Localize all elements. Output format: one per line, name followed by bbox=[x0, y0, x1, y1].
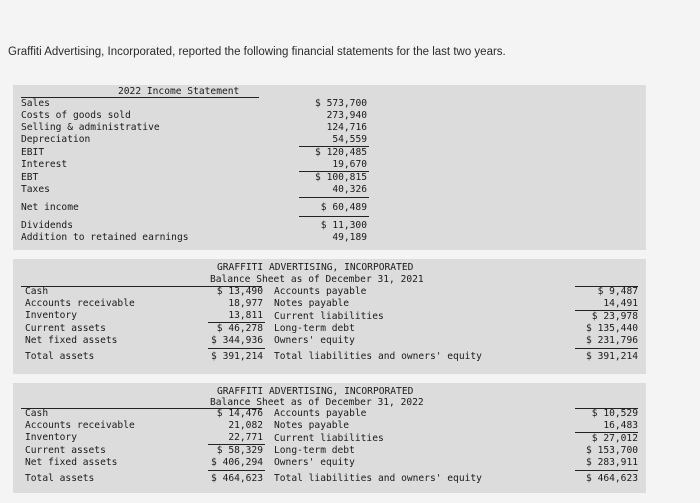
asset-value: $ 344,936 bbox=[211, 335, 263, 346]
balance-sheet-company: GRAFFITI ADVERTISING, INCORPORATED bbox=[217, 386, 414, 397]
liability-label: Notes payable bbox=[274, 420, 350, 431]
liability-value: 14,491 bbox=[603, 298, 638, 309]
liability-label: Accounts payable bbox=[274, 286, 367, 297]
liability-label: Total liabilities and owners' equity bbox=[274, 473, 482, 484]
asset-value: $ 46,278 bbox=[216, 323, 263, 334]
subtotal-rule bbox=[575, 348, 638, 349]
asset-value: 18,977 bbox=[228, 298, 263, 309]
asset-label: Net fixed assets bbox=[25, 335, 118, 346]
asset-value: 22,771 bbox=[228, 432, 263, 443]
liability-value: $ 153,700 bbox=[586, 445, 638, 456]
income-row-label: Net income bbox=[21, 202, 79, 213]
asset-label: Accounts receivable bbox=[25, 420, 135, 431]
balance-sheet-subtitle: Balance Sheet as of December 31, 2021 bbox=[210, 274, 424, 285]
subtotal-rule bbox=[208, 470, 265, 471]
liability-value: $ 283,911 bbox=[586, 457, 638, 468]
balance-sheet-company: GRAFFITI ADVERTISING, INCORPORATED bbox=[217, 262, 414, 273]
asset-value: 13,811 bbox=[228, 310, 263, 321]
asset-value: $ 13,490 bbox=[216, 286, 263, 297]
asset-value: 21,082 bbox=[228, 420, 263, 431]
subtotal-rule bbox=[575, 470, 638, 471]
liability-label: Total liabilities and owners' equity bbox=[274, 351, 482, 362]
liability-label: Owners' equity bbox=[274, 457, 355, 468]
liability-label: Owners' equity bbox=[274, 335, 355, 346]
liability-value: 16,483 bbox=[603, 420, 638, 431]
liability-value: $ 27,012 bbox=[591, 433, 638, 444]
balance-sheet-2022-panel bbox=[13, 383, 646, 493]
liability-value: $ 231,796 bbox=[586, 335, 638, 346]
income-statement-title: 2022 Income Statement bbox=[118, 86, 240, 97]
liability-value: $ 9,487 bbox=[597, 286, 638, 297]
balance-sheet-2021-panel bbox=[13, 259, 646, 374]
liability-value: $ 464,623 bbox=[586, 473, 638, 484]
liability-label: Long-term debt bbox=[274, 445, 355, 456]
asset-label: Cash bbox=[25, 286, 49, 297]
liability-label: Long-term debt bbox=[274, 323, 355, 334]
liability-value: $ 10,529 bbox=[591, 408, 638, 419]
liability-label: Current liabilities bbox=[274, 311, 384, 322]
liability-label: Current liabilities bbox=[274, 433, 384, 444]
income-row-label: Depreciation bbox=[21, 134, 91, 145]
liability-value: $ 135,440 bbox=[586, 323, 638, 334]
balance-sheet-subtitle: Balance Sheet as of December 31, 2022 bbox=[210, 397, 424, 408]
asset-label: Accounts receivable bbox=[25, 298, 135, 309]
subtotal-rule bbox=[299, 197, 369, 198]
asset-value: $ 406,294 bbox=[211, 457, 263, 468]
liability-value: $ 391,214 bbox=[586, 351, 638, 362]
income-row-label: Taxes bbox=[21, 184, 50, 195]
income-row-value: 273,940 bbox=[326, 110, 367, 121]
asset-label: Current assets bbox=[25, 445, 106, 456]
problem-intro: Graffiti Advertising, Incorporated, reported the following financial statements for the last two years. bbox=[8, 46, 506, 58]
asset-value: $ 58,329 bbox=[216, 445, 263, 456]
income-row-label: Dividends bbox=[21, 220, 73, 231]
income-row-value: 49,189 bbox=[332, 232, 367, 243]
asset-label: Cash bbox=[25, 408, 49, 419]
liability-label: Accounts payable bbox=[274, 408, 367, 419]
income-row-label: Costs of goods sold bbox=[21, 110, 131, 121]
asset-label: Total assets bbox=[25, 351, 95, 362]
liability-value: $ 23,978 bbox=[591, 311, 638, 322]
income-row-value: $ 100,815 bbox=[315, 172, 367, 183]
asset-value: $ 14,476 bbox=[216, 408, 263, 419]
subtotal-rule bbox=[208, 348, 265, 349]
income-row-label: Sales bbox=[21, 98, 50, 109]
asset-label: Total assets bbox=[25, 473, 95, 484]
income-row-label: Selling & administrative bbox=[21, 122, 160, 133]
asset-label: Inventory bbox=[25, 310, 77, 321]
income-row-label: EBT bbox=[21, 172, 39, 183]
income-title-rule bbox=[21, 97, 259, 98]
asset-label: Current assets bbox=[25, 323, 106, 334]
asset-value: $ 464,623 bbox=[211, 473, 263, 484]
subtotal-rule bbox=[299, 216, 369, 217]
income-row-value: 124,716 bbox=[326, 122, 367, 133]
income-row-label: EBIT bbox=[21, 147, 45, 158]
income-row-value: $ 11,300 bbox=[320, 220, 367, 231]
asset-value: $ 391,214 bbox=[211, 351, 263, 362]
income-row-label: Interest bbox=[21, 159, 68, 170]
income-statement-panel bbox=[13, 85, 646, 250]
asset-label: Net fixed assets bbox=[25, 457, 118, 468]
income-row-value: 54,559 bbox=[332, 134, 367, 145]
income-row-label: Addition to retained earnings bbox=[21, 232, 189, 243]
income-row-value: $ 120,485 bbox=[315, 147, 367, 158]
income-row-value: $ 573,700 bbox=[315, 98, 367, 109]
liability-label: Notes payable bbox=[274, 298, 350, 309]
income-row-value: 19,670 bbox=[332, 159, 367, 170]
income-row-value: $ 60,489 bbox=[320, 202, 367, 213]
asset-label: Inventory bbox=[25, 432, 77, 443]
income-row-value: 40,326 bbox=[332, 184, 367, 195]
